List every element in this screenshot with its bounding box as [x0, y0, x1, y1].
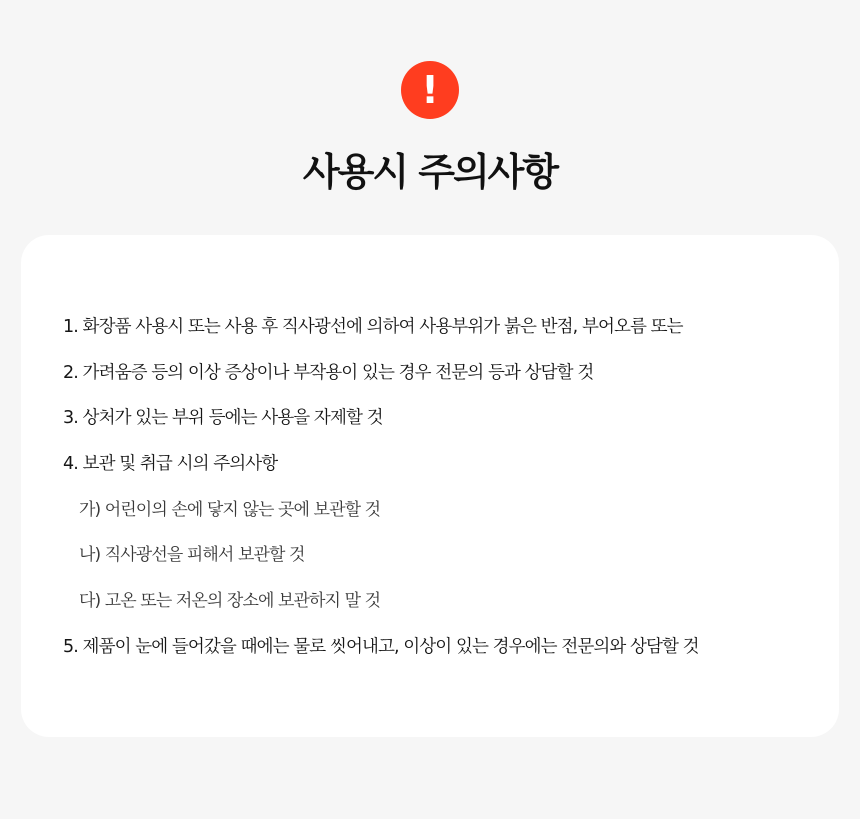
- exclamation-icon: !: [401, 61, 459, 119]
- caution-item-3: 3. 상처가 있는 부위 등에는 사용을 자제할 것: [63, 408, 383, 429]
- caution-list: [63, 305, 823, 671]
- caution-item-4: 4. 보관 및 취급 시의 주의사항: [63, 454, 278, 475]
- caution-item-2: 2. 가려움증 등의 이상 증상이나 부작용이 있는 경우 전문의 등과 상담할 것: [63, 362, 594, 383]
- page-title: 사용시 주의사항: [302, 150, 558, 194]
- caution-subitem-a: 가) 어린이의 손에 닿지 않는 곳에 보관할 것: [79, 499, 381, 520]
- caution-item-5: 5. 제품이 눈에 들어갔을 때에는 물로 씻어내고, 이상이 있는 경우에는 전문의와 상담할 것: [63, 636, 699, 657]
- caution-item-1: 1. 화장품 사용시 또는 사용 후 직사광선에 의하여 사용부위가 붉은 반점, 부어오름 또는: [63, 317, 683, 337]
- caution-subitem-c: 다) 고온 또는 저온의 장소에 보관하지 말 것: [79, 591, 381, 612]
- caution-card: [21, 235, 839, 737]
- caution-subitem-b: 나) 직사광선을 피해서 보관할 것: [79, 545, 305, 566]
